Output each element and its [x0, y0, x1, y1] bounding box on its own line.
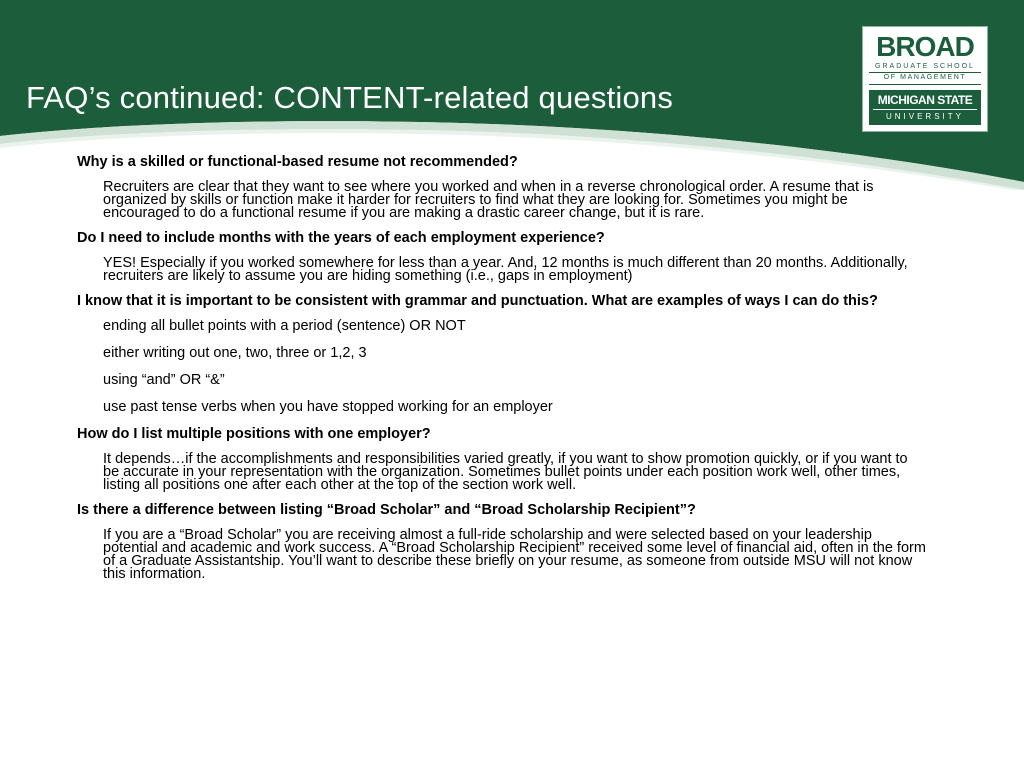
- faq-question-2: Do I need to include months with the years of each employment experience?: [77, 230, 605, 246]
- faq-answer-1: Recruiters are clear that they want to see where you worked and when in a reverse chronological order. A resume that is organized by skills or function make it harder for recruiters to find what they are looking for. Sometimes you might be encouraged to do a functional resume if you are making a drastic career change, but it is rare.: [103, 179, 874, 221]
- faq-answer-3-item: use past tense verbs when you have stopped working for an employer: [103, 399, 553, 415]
- logo-msu-divider: [873, 109, 977, 110]
- logo-management-text: OF MANAGEMENT: [883, 74, 967, 81]
- faq-question-5: Is there a difference between listing “Broad Scholar” and “Broad Scholarship Recipient”?: [77, 502, 696, 518]
- logo-msu-block: [869, 90, 981, 125]
- faq-answer-3-item: either writing out one, two, three or 1,2, 3: [103, 345, 367, 361]
- faq-answer-5: If you are a “Broad Scholar” you are receiving almost a full-ride scholarship and were selected based on your leadership potential and academic and work success. A “Broad Scholarship Recipient” received some level of financial aid, often in the form of a Graduate Assistantship. You’ll want to describe these briefly on your resume, as someone from outside MSU will not know this information.: [103, 527, 926, 582]
- faq-question-4: How do I list multiple positions with one employer?: [77, 426, 431, 442]
- logo-divider: [869, 84, 981, 85]
- faq-content: [77, 156, 927, 593]
- slide-title: FAQ’s continued: CONTENT-related questions: [26, 80, 674, 115]
- faq-question-3: I know that it is important to be consistent with grammar and punctuation. What are examples of ways I can do this?: [77, 293, 878, 309]
- broad-msu-logo: [862, 26, 988, 132]
- logo-university-text: UNIVERSITY: [885, 112, 964, 121]
- faq-answer-2: YES! Especially if you worked somewhere for less than a year. And, 12 months is much different than 20 months. Additionally, recruiters are likely to assume you are hiding something (i.e., gaps in employment): [103, 255, 908, 284]
- faq-answer-3-item: using “and” OR “&”: [103, 372, 225, 388]
- faq-answer-4: It depends…if the accomplishments and responsibilities varied greatly, if you want to show promotion quickly, or if you want to be accurate in your representation with the organization. Sometimes bullet points under each position work well, other times, listing all positions one after each other at the top of the section work well.: [103, 451, 908, 493]
- logo-michigan-state-text: MICHIGAN STATE: [877, 93, 973, 107]
- logo-graduate-school-text: GRADUATE SCHOOL: [875, 63, 975, 70]
- faq-question-1: Why is a skilled or functional-based resume not recommended?: [77, 154, 518, 170]
- logo-divider: [869, 72, 981, 73]
- faq-answer-3-item: ending all bullet points with a period (sentence) OR NOT: [103, 318, 466, 334]
- logo-broad-wordmark: BROAD: [876, 31, 974, 62]
